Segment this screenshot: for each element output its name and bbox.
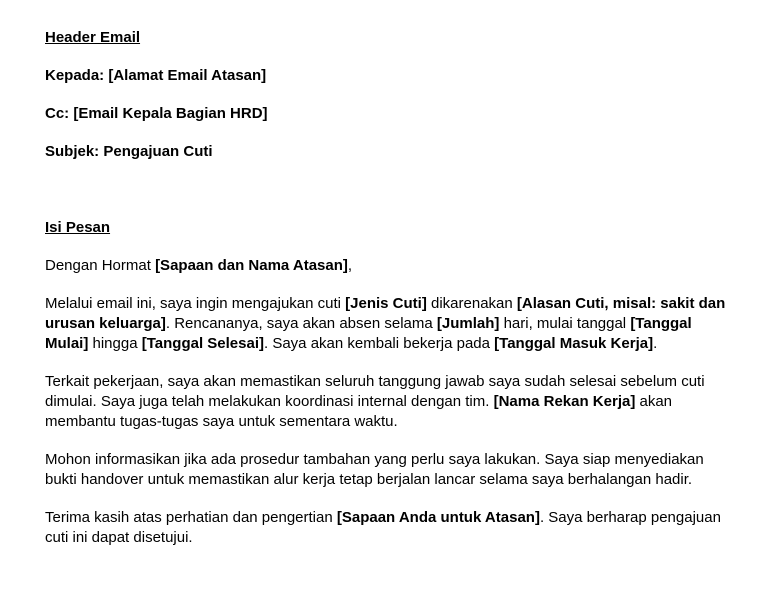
leave-request-paragraph [45,294,729,354]
salutation-paragraph [45,256,729,276]
request-text-6: . [653,335,658,352]
blank-paragraph [45,180,729,218]
handover-text-1: akan membantu tugas-tugas saya untuk sementara waktu. [45,393,673,430]
nama-rekan-kerja-placeholder: [Nama Rekan Kerja] [493,393,636,410]
email-subject-line: Subjek: Pengajuan Cuti [45,143,213,160]
isi-pesan-heading [45,218,729,238]
email-cc-line: Cc: [Email Kepala Bagian HRD] [45,105,268,122]
salutation-comma: , [347,257,353,274]
tanggal-mulai-placeholder: [Tanggal Mulai] [45,315,692,352]
request-text-2: . Rencananya, saya akan absen selama [165,315,437,332]
procedure-paragraph: Mohon informasikan jika ada prosedur tambahan yang perlu saya lakukan. Saya siap menyediakan bukti handover untuk memastikan alur kerja tetap berjalan lancar selama saya berhalangan hadir. [45,451,704,488]
handover-paragraph [45,372,729,432]
closing-text-0: Terima kasih atas perhatian dan pengertian [45,509,337,526]
tanggal-masuk-kerja-placeholder: [Tanggal Masuk Kerja] [494,335,654,352]
isi-pesan-heading-text: Isi Pesan [45,219,111,236]
request-text-1: dikarenakan [426,295,517,312]
salutation-text: Dengan Hormat [45,257,156,274]
request-text-4: hingga [88,335,142,352]
jumlah-placeholder: [Jumlah] [436,315,500,332]
tanggal-selesai-placeholder: [Tanggal Selesai] [141,335,264,352]
handover-text-0: Terkait pekerjaan, saya akan memastikan seluruh tanggung jawab saya sudah selesai sebelum cuti dimulai. Saya juga telah melakukan koordinasi internal dengan tim. [45,373,705,410]
request-text-3: hari, mulai tanggal [499,315,631,332]
alasan-cuti-placeholder: [Alasan Cuti, misal: sakit dan urusan keluarga] [45,295,726,332]
request-text-5: . Saya akan kembali bekerja pada [264,335,495,352]
header-email-heading-text: Header Email [45,29,141,46]
closing-paragraph [45,508,729,548]
sapaan-atasan-placeholder: [Sapaan Anda untuk Atasan] [336,509,540,526]
request-text-0: Melalui email ini, saya ingin mengajukan cuti [45,295,346,312]
email-to-line: Kepada: [Alamat Email Atasan] [45,67,267,84]
header-email-heading [45,28,729,48]
closing-text-1: . Saya berharap pengajuan cuti ini dapat disetujui. [45,509,721,546]
salutation-placeholder: [Sapaan dan Nama Atasan] [155,257,348,274]
jenis-cuti-placeholder: [Jenis Cuti] [345,295,427,312]
